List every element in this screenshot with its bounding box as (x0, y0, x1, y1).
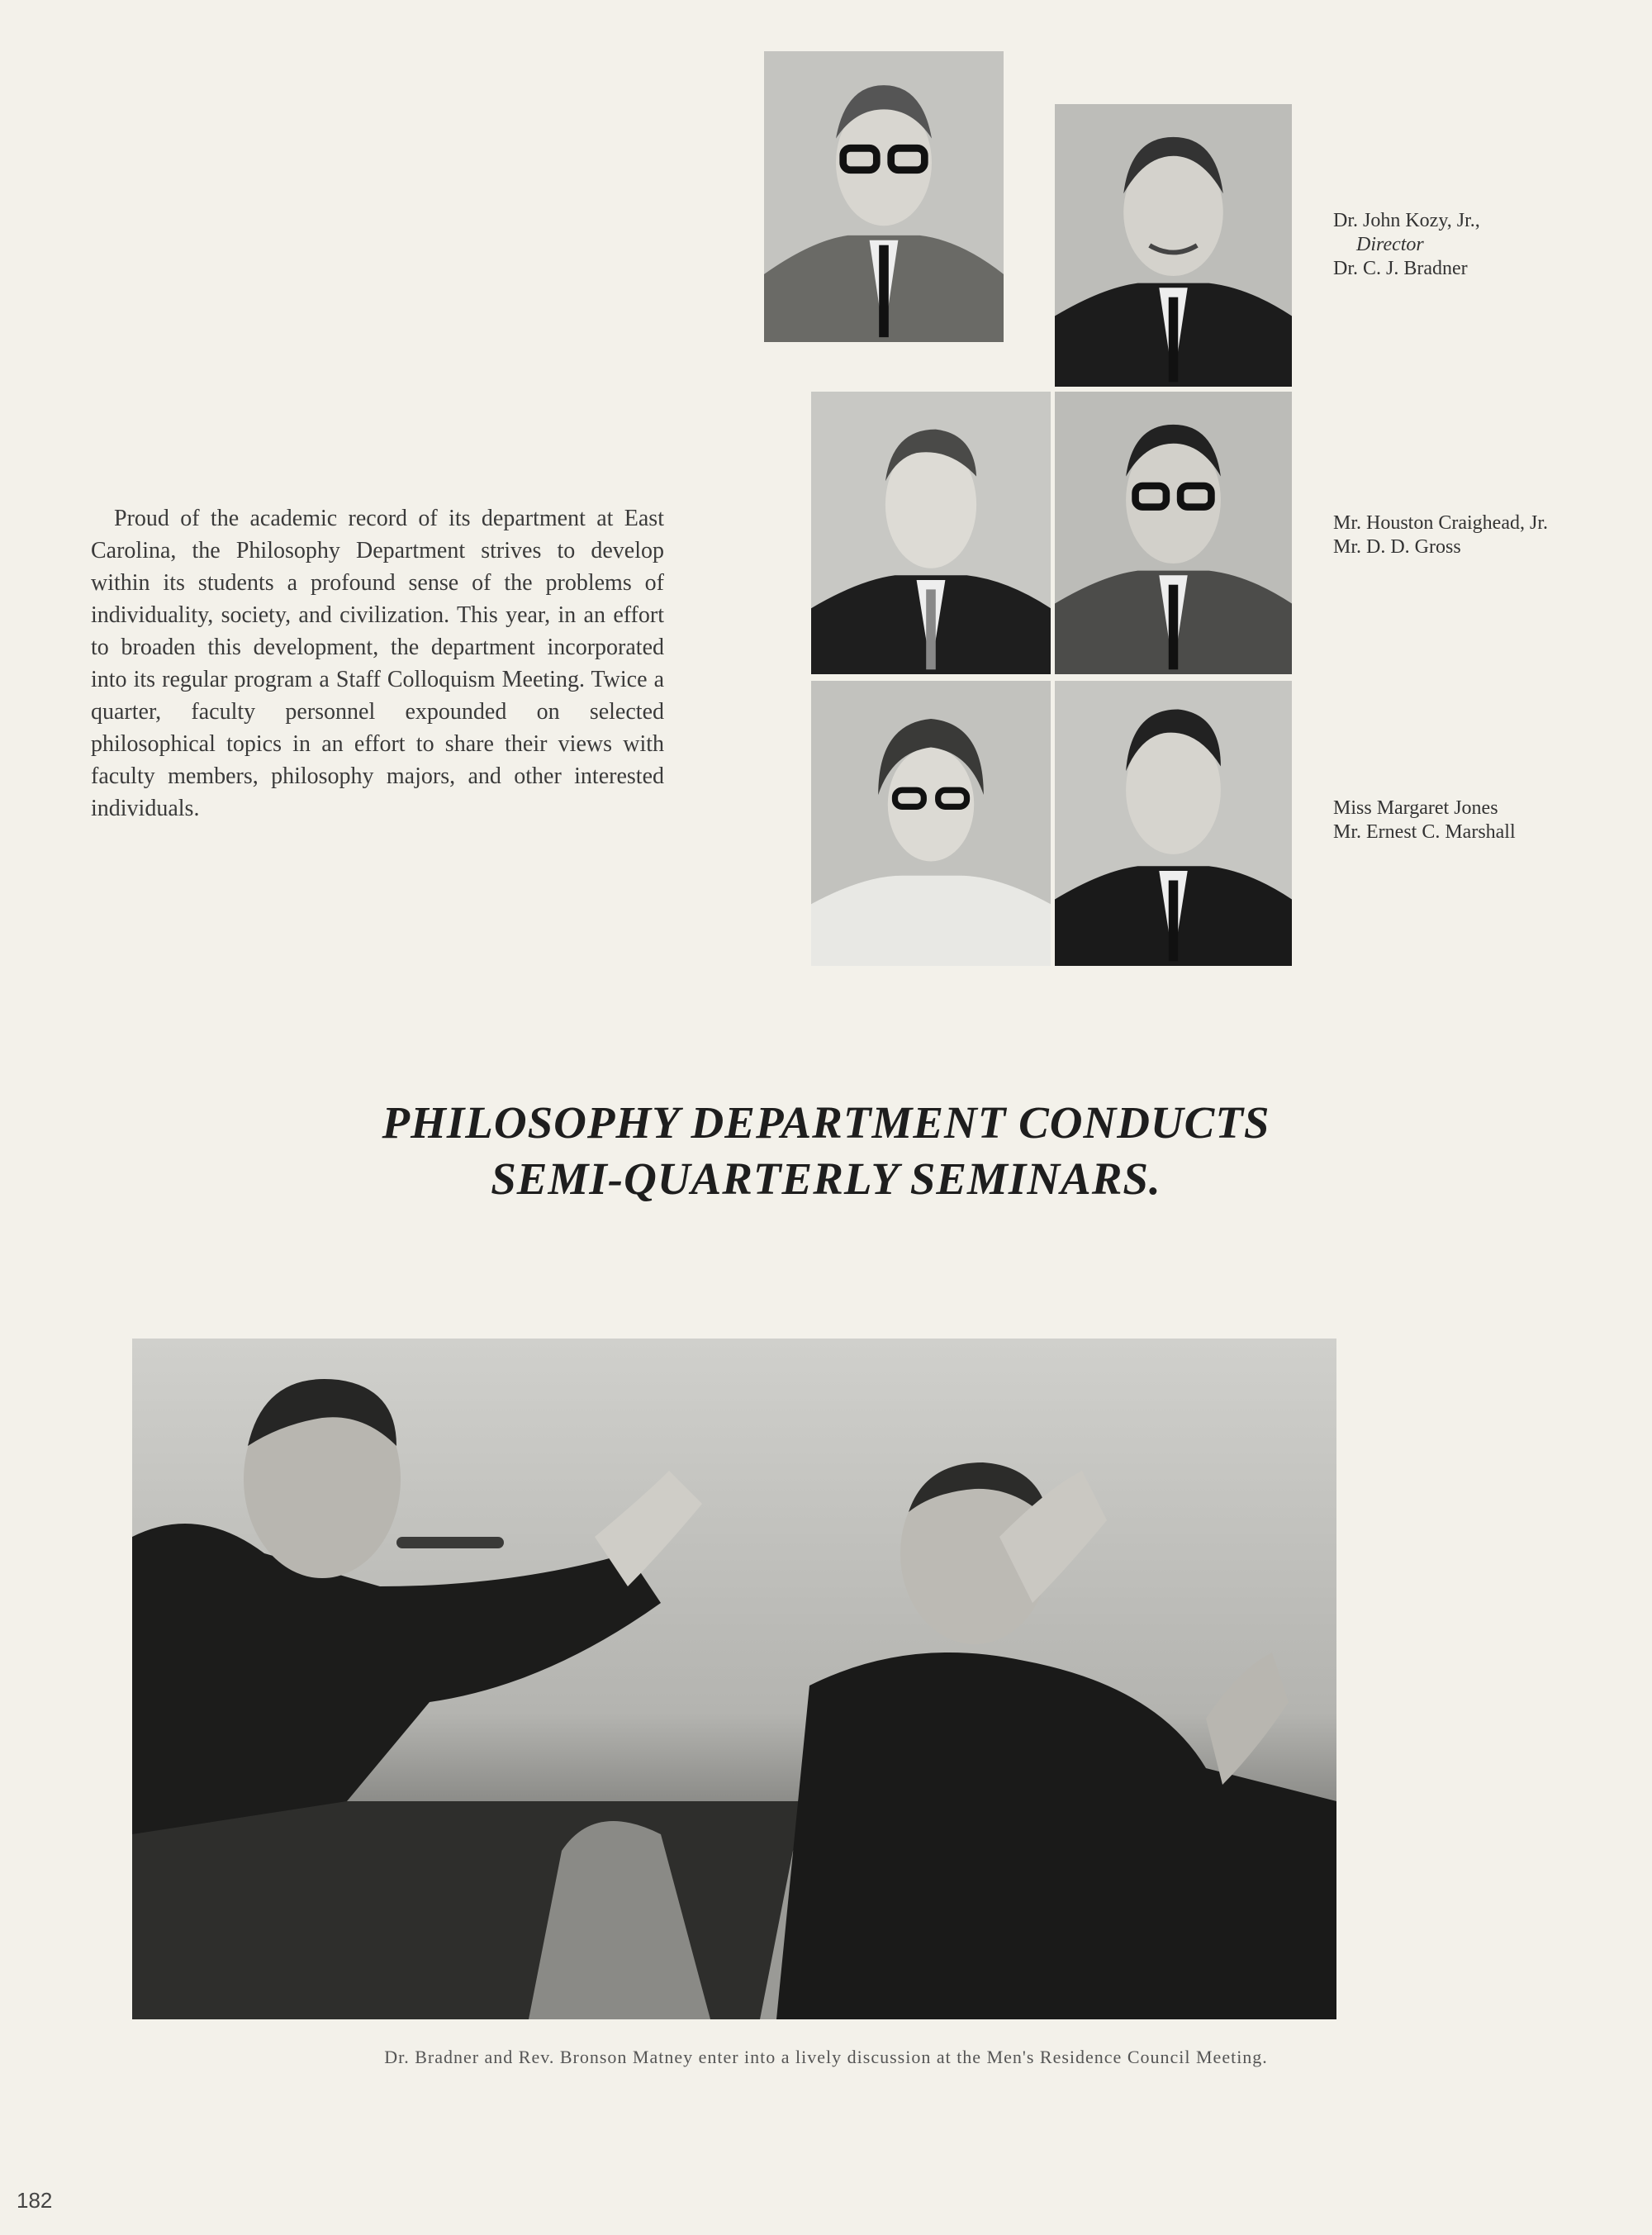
portrait-jones (811, 681, 1051, 966)
caption-group-3 (1333, 797, 1516, 844)
discussion-photo (132, 1339, 1336, 2019)
caption-group-1 (1333, 209, 1480, 281)
intro-paragraph: Proud of the academic record of its department at East Carolina, the Philosophy Department strives to develop within its students a profound sense of the problems of individuality, society, and civilization. This year, in an effort to broaden this development, the department incorporated into its regular program a Staff Colloquism Meeting. Twice a quarter, faculty personnel expounded on selected philosophical topics in an effort to share their views with faculty members, philosophy majors, and other interested individuals. (91, 506, 664, 821)
name-bradner: Dr. C. J. Bradner (1333, 258, 1468, 279)
caption-group-2 (1333, 511, 1548, 559)
photo-caption: Dr. Bradner and Rev. Bronson Matney enter into a lively discussion at the Men's Residence Council Meeting. (384, 2047, 1268, 2067)
name-marshall: Mr. Ernest C. Marshall (1333, 821, 1516, 843)
name-jones: Miss Margaret Jones (1333, 797, 1498, 819)
portrait-marshall (1055, 681, 1292, 966)
name-kozy: Dr. John Kozy, Jr., (1333, 210, 1480, 231)
portrait-craighead (811, 392, 1051, 674)
role-director: Director (1356, 234, 1424, 255)
page-headline (0, 1095, 1652, 1207)
headline-line-1: PHILOSOPHY DEPARTMENT CONDUCTS (382, 1097, 1270, 1148)
portrait-bradner (1055, 104, 1292, 387)
name-gross: Mr. D. D. Gross (1333, 536, 1461, 558)
portrait-kozy (764, 51, 1004, 342)
headline-line-2: SEMI-QUARTERLY SEMINARS. (491, 1153, 1161, 1204)
portrait-gross (1055, 392, 1292, 674)
page-number: 182 (17, 2188, 53, 2213)
name-craighead: Mr. Houston Craighead, Jr. (1333, 512, 1548, 534)
